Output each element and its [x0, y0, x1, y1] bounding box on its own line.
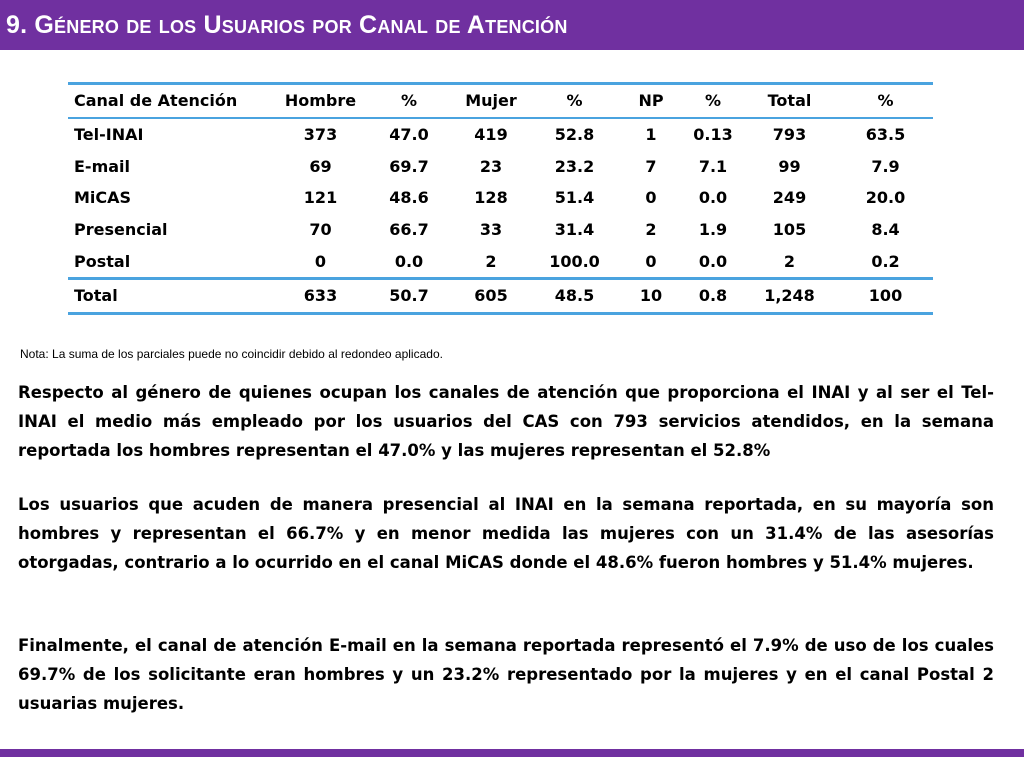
- table-cell: 100.0: [549, 251, 600, 271]
- table-cell: 69: [309, 156, 332, 176]
- table-cell: 373: [303, 125, 338, 145]
- table-cell: 23.2: [554, 156, 595, 176]
- table-cell: 0.0: [698, 188, 728, 208]
- column-header: NP: [638, 91, 664, 111]
- table-cell: 793: [772, 125, 807, 145]
- table-container: [68, 82, 933, 315]
- table-cell: 0.13: [693, 125, 733, 145]
- row-label: MiCAS: [74, 188, 132, 208]
- total-cell: 1,248: [764, 286, 815, 306]
- title-bar: [0, 0, 1024, 50]
- row-label: Postal: [74, 251, 131, 271]
- table-row: [68, 150, 933, 182]
- table-cell: 69.7: [389, 156, 429, 176]
- gender-by-channel-table: [68, 82, 933, 315]
- page-title: 9. Género de los Usuarios por Canal de Atención: [6, 11, 568, 39]
- table-header-row: [68, 84, 933, 118]
- table-cell: 8.4: [871, 220, 900, 240]
- table-cell: 0: [314, 251, 327, 271]
- column-header: %: [566, 91, 583, 111]
- table-cell: 121: [303, 188, 338, 208]
- table-cell: 33: [479, 220, 503, 240]
- paragraph-presencial: Los usuarios que acuden de manera presencial al INAI en la semana reportada, en su mayoría son hombres y representan el 66.7% y en menor medida las mujeres con un 31.4% de las asesorías otorgadas, contrario a lo ocurrido en el canal MiCAS donde el 48.6% fueron hombres y 51.4% mujeres.: [18, 495, 994, 572]
- table-row: [68, 118, 933, 151]
- table-cell: 48.6: [389, 188, 429, 208]
- table-body: [68, 118, 933, 314]
- total-cell: 10: [639, 286, 663, 306]
- column-header: Total: [767, 91, 812, 111]
- column-header: %: [877, 91, 894, 111]
- table-cell: 0.2: [871, 251, 900, 271]
- table-cell: 128: [474, 188, 508, 208]
- table-row: [68, 182, 933, 214]
- table-cell: 7: [645, 156, 657, 176]
- table-cell: 0.0: [394, 251, 424, 271]
- table-cell: 7.1: [698, 156, 728, 176]
- bottom-bar: [0, 749, 1024, 757]
- table-cell: 1: [645, 125, 657, 145]
- total-cell: 0.8: [698, 286, 728, 306]
- table-cell: 249: [772, 188, 807, 208]
- table-cell: 99: [778, 156, 801, 176]
- row-label: Tel-INAI: [74, 125, 144, 145]
- total-cell: 605: [474, 286, 508, 306]
- total-cell: 48.5: [554, 286, 595, 306]
- table-cell: 20.0: [865, 188, 906, 208]
- total-label: Total: [74, 286, 118, 306]
- column-header: Mujer: [465, 91, 517, 111]
- row-label: E-mail: [74, 156, 131, 176]
- table-cell: 2: [485, 251, 497, 271]
- table-cell: 105: [772, 220, 807, 240]
- table-cell: 70: [309, 220, 332, 240]
- table-row: [68, 245, 933, 278]
- table-cell: 0: [645, 188, 657, 208]
- table-cell: 0.0: [698, 251, 728, 271]
- table-cell: 51.4: [554, 188, 595, 208]
- table-cell: 0: [645, 251, 657, 271]
- table-cell: 23: [479, 156, 503, 176]
- table-row: [68, 214, 933, 246]
- table-cell: 63.5: [865, 125, 906, 145]
- paragraph-tel-inai: Respecto al género de quienes ocupan los canales de atención que proporciona el INAI y al ser el Tel-INAI el medio más empleado por los usuarios del CAS con 793 servicios atendidos, en la semana reportada los hombres representan el 47.0% y las mujeres representan el 52.8%: [18, 383, 994, 460]
- table-cell: 1.9: [698, 220, 728, 240]
- column-header: Hombre: [284, 91, 357, 111]
- table-cell: 2: [783, 251, 796, 271]
- total-cell: 50.7: [389, 286, 429, 306]
- table-cell: 7.9: [871, 156, 900, 176]
- column-header: %: [400, 91, 418, 111]
- table-cell: 419: [474, 125, 508, 145]
- row-label: Presencial: [74, 220, 168, 240]
- table-cell: 52.8: [554, 125, 595, 145]
- table-note: Nota: La suma de los parciales puede no coincidir debido al redondeo aplicado.: [20, 347, 443, 361]
- table-cell: 2: [645, 220, 657, 240]
- total-cell: 633: [303, 286, 338, 306]
- total-cell: 100: [868, 286, 903, 306]
- paragraph-email-postal: Finalmente, el canal de atención E-mail en la semana reportada representó el 7.9% de uso de los cuales 69.7% de los solicitante eran hombres y un 23.2% representado por la mujeres y en el canal Postal 2 usuarias mujeres.: [18, 636, 994, 713]
- column-header: %: [704, 91, 722, 111]
- column-header: Canal de Atención: [74, 91, 238, 111]
- total-row: [68, 279, 933, 314]
- table-cell: 66.7: [389, 220, 429, 240]
- table-cell: 31.4: [554, 220, 595, 240]
- table-cell: 47.0: [389, 125, 429, 145]
